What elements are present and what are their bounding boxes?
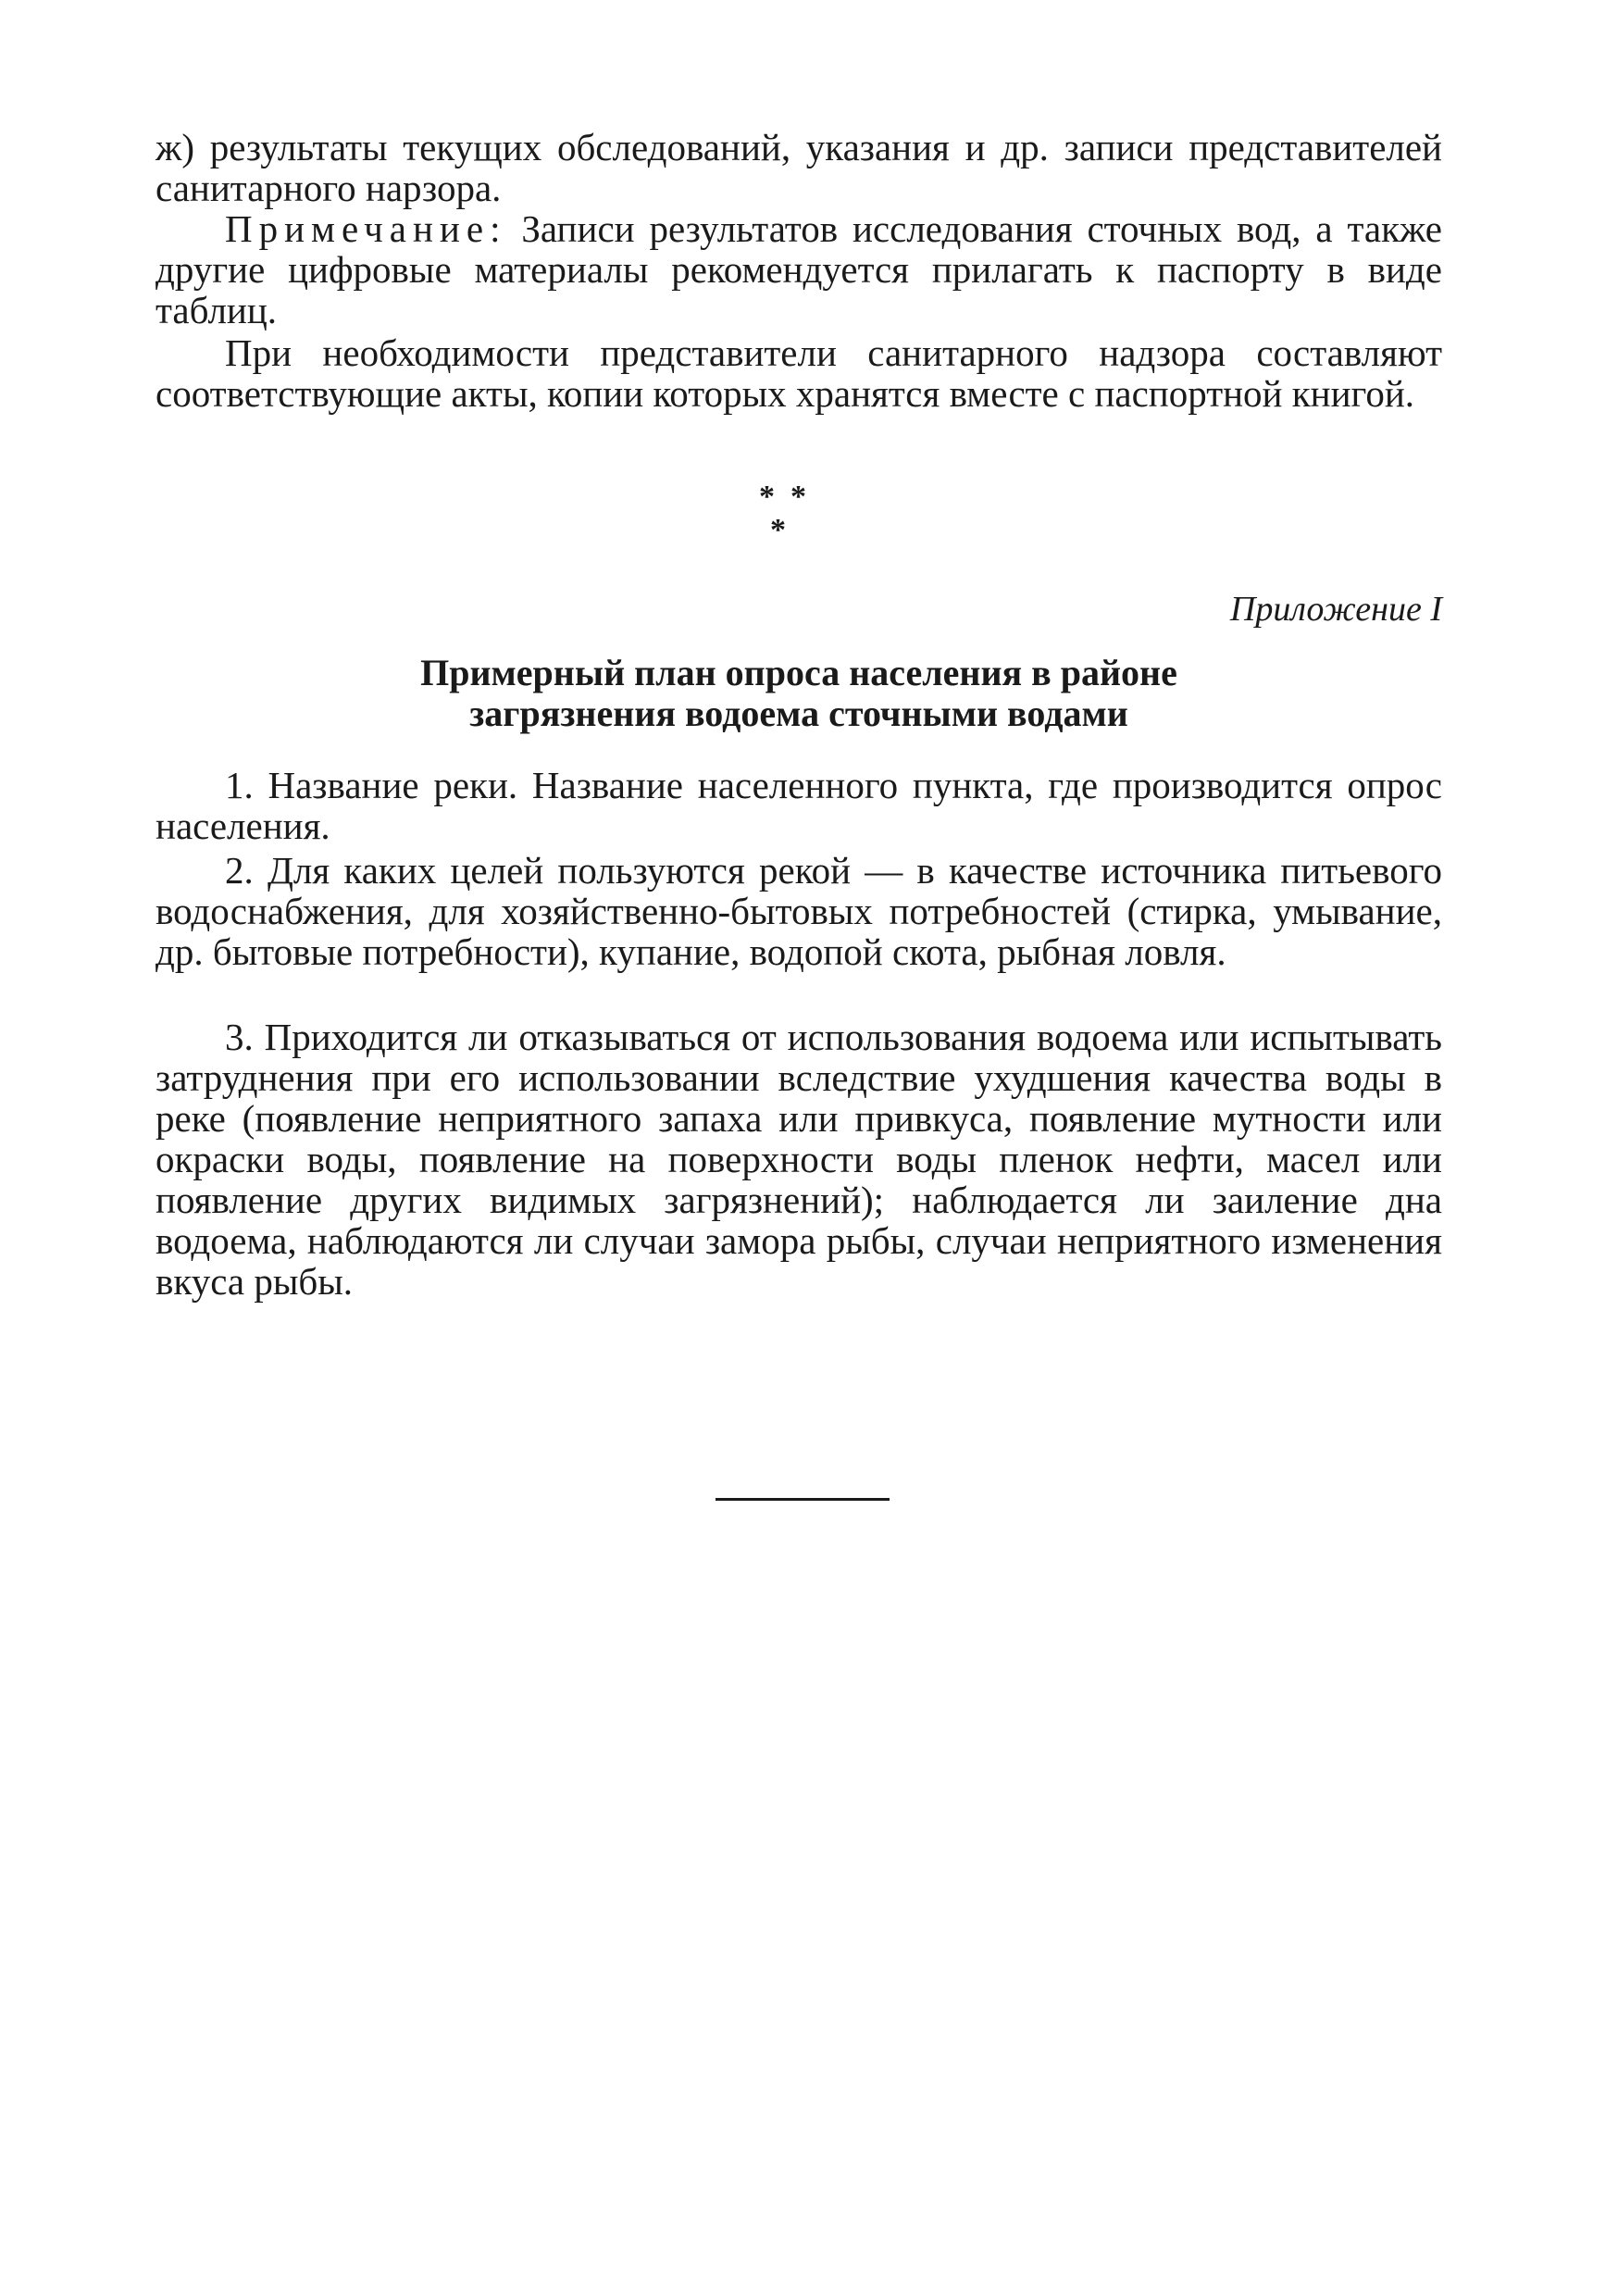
appendix-label: Приложение I bbox=[1229, 590, 1442, 629]
appendix-title-line-2: загрязнения водоема сточными водами bbox=[469, 693, 1128, 734]
section-separator bbox=[759, 481, 842, 551]
note-paragraph bbox=[156, 208, 1442, 331]
separator-star-right: * bbox=[790, 480, 806, 514]
end-rule bbox=[716, 1498, 890, 1501]
note-text: Записи результатов исследования сточных вод, а также другие цифровые материалы рекомендуется прилагать к паспорту в виде таблиц. bbox=[156, 207, 1442, 331]
note-label: Примечание: bbox=[225, 207, 507, 250]
appendix-title-line-1: Примерный план опроса населения в районе bbox=[420, 652, 1177, 693]
separator-star-bottom: * bbox=[770, 513, 786, 547]
results-paragraph: ж) результаты текущих обследований, указания и др. записи представителей санитарного нарзора. bbox=[156, 126, 1442, 209]
appendix-title bbox=[156, 653, 1442, 734]
question-item: 3. Приходится ли отказываться от использования водоема или испытывать затруднения при его использовании вследствие ухудшения качества воды в реке (появление неприятного запаха или привкуса, появление мутности или окраски воды, появление на поверхности воды пленок нефти, масел или появление других видимых загрязнений); наблюдается ли заиление дна водоема, наблюдаются ли случаи замора рыбы, случаи неприятного изменения вкуса рыбы. bbox=[156, 1016, 1442, 1303]
question-item: 1. Название реки. Название населенного пункта, где производится опрос населения. bbox=[156, 764, 1442, 847]
acts-paragraph: При необходимости представители санитарного надзора составляют соответствующие акты, копии которых хранятся вместе с паспортной книгой. bbox=[156, 331, 1442, 415]
question-item: 2. Для каких целей пользуются рекой — в качестве источника питьевого водоснабжения, для хозяйственно-бытовых потребностей (стирка, умывание, др. бытовые потребности), купание, водопой скота, рыбная ловля. bbox=[156, 849, 1442, 973]
separator-star-left: * bbox=[759, 480, 775, 514]
